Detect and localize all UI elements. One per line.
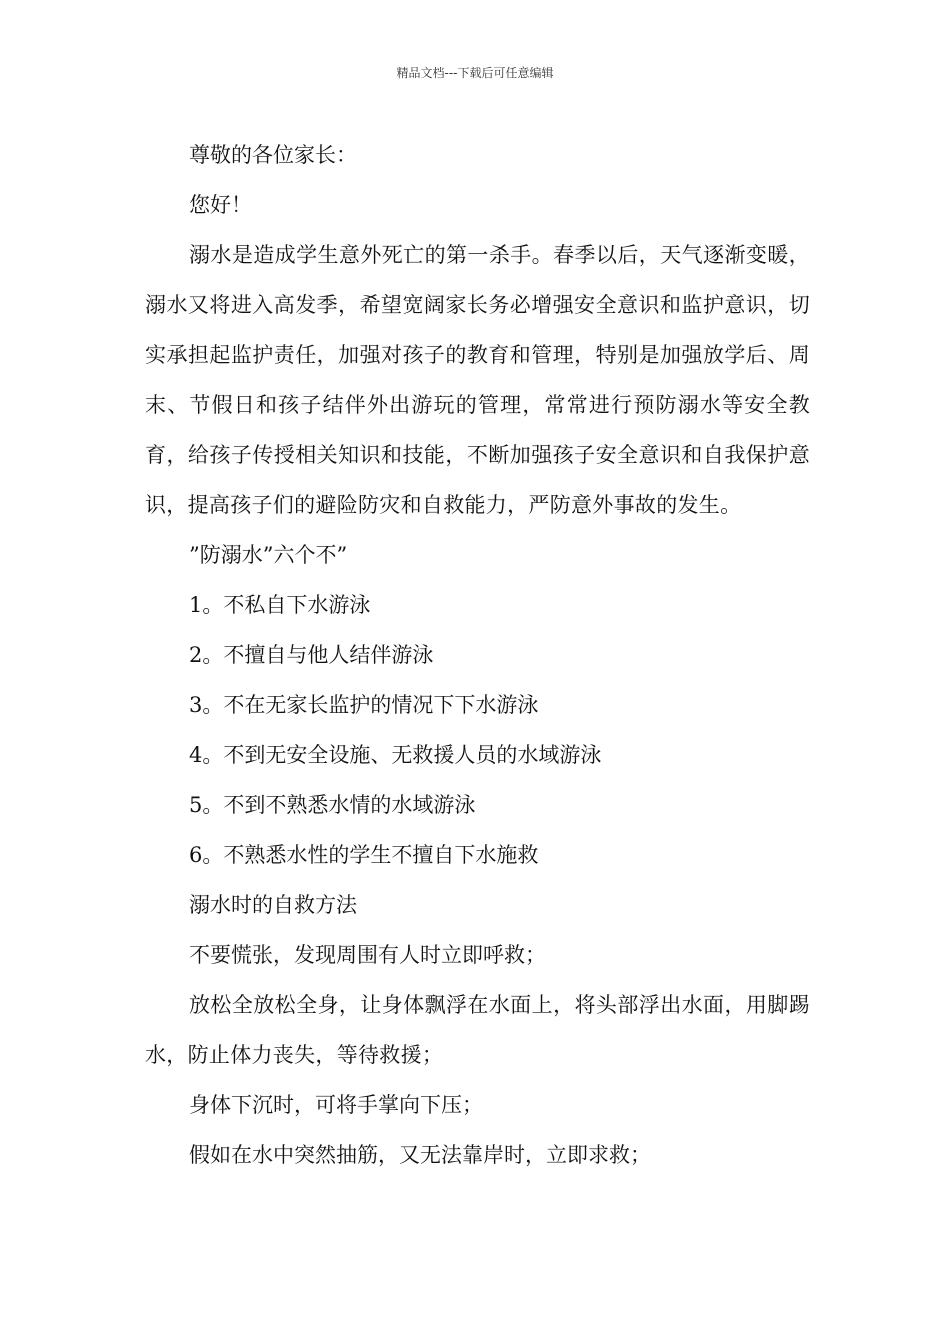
hello: 您好！: [189, 193, 252, 217]
page-header: 精品文档---下载后可任意编辑: [396, 66, 554, 80]
tip-item: 不要慌张，发现周围有人时立即呼救；: [189, 943, 546, 967]
rule-item: 1。不私自下水游泳: [189, 593, 371, 617]
selfrescue-title: 溺水时的自救方法: [189, 893, 357, 917]
rule-item: 3。不在无家长监护的情况下下水游泳: [189, 693, 539, 717]
tip-item: 身体下沉时，可将手掌向下压；: [189, 1093, 483, 1117]
tip-item: 放松全放松全身，让身体飘浮在水面上，将头部浮出水面，用脚踢水，防止体力丧失，等待救援；: [145, 993, 810, 1067]
rule-item: 2。不擅自与他人结伴游泳: [189, 643, 434, 667]
rule-item: 4。不到无安全设施、无救援人员的水域游泳: [189, 743, 602, 767]
tip-item: 假如在水中突然抽筋，又无法靠岸时，立即求救；: [189, 1143, 651, 1167]
greeting: 尊敬的各位家长：: [189, 143, 357, 167]
intro-paragraph: 溺水是造成学生意外死亡的第一杀手。春季以后，天气逐渐变暖，溺水又将进入高发季，希望宽阔家长务必增强安全意识和监护意识，切实承担起监护责任，加强对孩子的教育和管理，特别是加强放学后、周末、节假日和孩子结伴外出游玩的管理，常常进行预防溺水等安全教育，给孩子传授相关知识和技能，不断加强孩子安全意识和自我保护意识，提高孩子们的避险防灾和自救能力，严防意外事故的发生。: [145, 243, 810, 517]
rule-item: 6。不熟悉水性的学生不擅自下水施救: [189, 843, 539, 867]
document-body: [145, 130, 810, 1180]
rules-title: ”防溺水”六个不”: [189, 543, 348, 567]
rule-item: 5。不到不熟悉水情的水域游泳: [189, 793, 476, 817]
